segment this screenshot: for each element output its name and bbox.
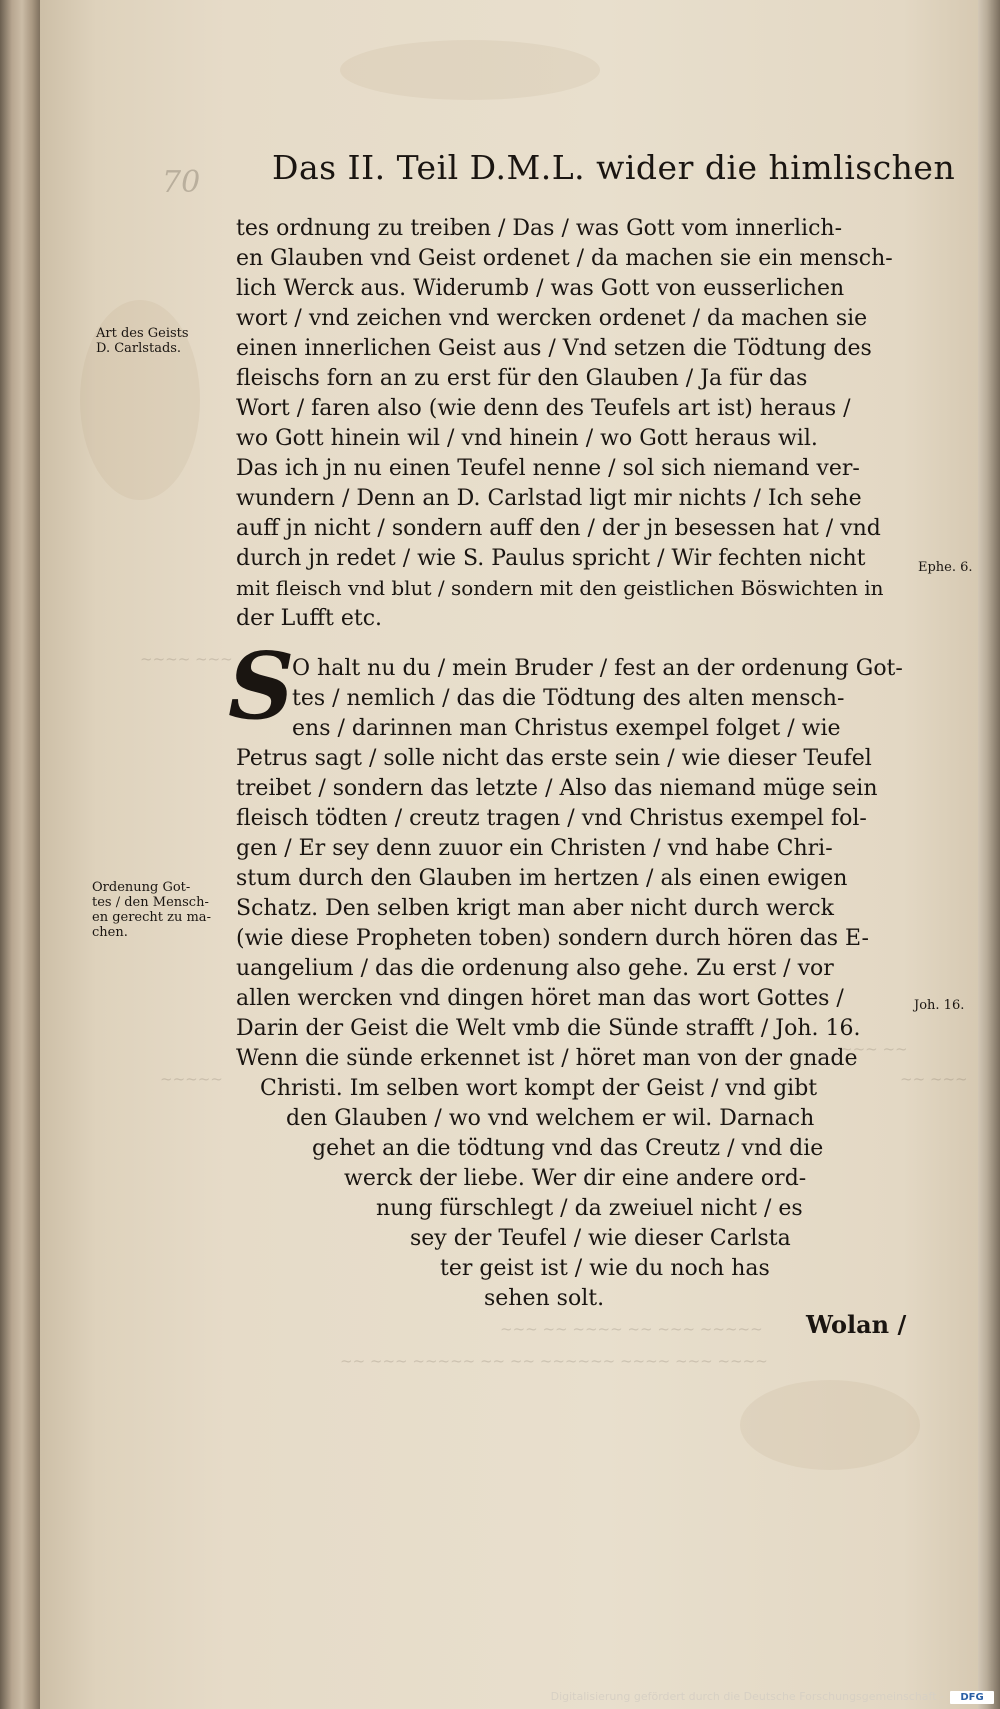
running-head: Das II. Teil D.M.L. wider die himlischen: [272, 148, 956, 187]
body-line: sehen solt.: [484, 1286, 605, 1311]
body-line: auff jn nicht / sondern auff den / der jn besessen hat / vnd: [236, 516, 881, 541]
body-line: sey der Teufel / wie dieser Carlsta: [410, 1226, 791, 1251]
digitization-credit: Digitalisierung gefördert durch die Deutsche Forschungsgemeinschaft -: [550, 1690, 944, 1703]
body-line: O halt nu du / mein Bruder / fest an der ordenung Got-: [292, 656, 903, 681]
body-line: en Glauben vnd Geist ordenet / da machen sie ein mensch-: [236, 246, 893, 271]
paper-stain: [740, 1380, 920, 1470]
body-line: Schatz. Den selben krigt man aber nicht durch werck: [236, 896, 834, 921]
body-line: Darin der Geist die Welt vmb die Sünde strafft / Joh. 16.: [236, 1016, 861, 1041]
body-line: (wie diese Propheten toben) sondern durch hören das E-: [236, 926, 869, 951]
body-line: Christi. Im selben wort kompt der Geist / vnd gibt: [260, 1076, 818, 1101]
body-line: der Lufft etc.: [236, 606, 383, 631]
bleed-through: ~~ ~~~: [900, 1070, 968, 1088]
body-line: Das ich jn nu einen Teufel nenne / sol sich niemand ver-: [236, 456, 860, 481]
bleed-through: ~~~~~: [160, 1070, 223, 1088]
body-line: wo Gott hinein wil / vnd hinein / wo Gott heraus wil.: [236, 426, 818, 451]
body-line: treibet / sondern das letzte / Also das niemand müge sein: [236, 776, 878, 801]
folio-number: 70: [162, 165, 201, 200]
bleed-through: ~~~~ ~~~: [140, 650, 233, 668]
body-line: ens / darinnen man Christus exempel folget / wie: [292, 716, 841, 741]
margin-note-line: en gerecht zu ma-: [92, 910, 211, 925]
body-line: Petrus sagt / solle nicht das erste sein / wie dieser Teufel: [236, 746, 872, 771]
book-spine: [0, 0, 40, 1709]
margin-note-line: D. Carlstads.: [96, 341, 182, 356]
margin-note-line: tes / den Mensch-: [92, 895, 209, 910]
body-line: Wort / faren also (wie denn des Teufels art ist) heraus /: [236, 396, 851, 421]
body-line: tes ordnung zu treiben / Das / was Gott vom innerlich-: [236, 216, 843, 241]
dfg-logo: DFG: [950, 1691, 994, 1704]
body-line: einen innerlichen Geist aus / Vnd setzen die Tödtung des: [236, 336, 872, 361]
margin-note-ordenung: [92, 880, 211, 940]
body-line: wundern / Denn an D. Carlstad ligt mir nichts / Ich sehe: [236, 486, 862, 511]
body-line: uangelium / das die ordenung also gehe. Zu erst / vor: [236, 956, 834, 981]
margin-note-art-des-geists: [96, 326, 189, 356]
margin-note-line: Ordenung Got-: [92, 880, 191, 895]
body-line: stum durch den Glauben im hertzen / als einen ewigen: [236, 866, 848, 891]
body-line: mit fleisch vnd blut / sondern mit den geistlichen Böswichten in: [236, 576, 884, 600]
catchword: Wolan /: [806, 1310, 907, 1339]
margin-note-ephe: Ephe. 6.: [918, 560, 973, 575]
body-line: fleischs forn an zu erst für den Glauben / Ja für das: [236, 366, 808, 391]
drop-cap: S: [228, 632, 295, 740]
body-line: den Glauben / wo vnd welchem er wil. Darnach: [286, 1106, 815, 1131]
bleed-through: ~~~ ~~ ~~~~ ~~ ~~~ ~~~~~: [500, 1320, 763, 1338]
paper-stain: [340, 40, 600, 100]
body-line: tes / nemlich / das die Tödtung des alten mensch-: [292, 686, 845, 711]
margin-note-line: Art des Geists: [96, 326, 189, 341]
page-edge: [978, 0, 1000, 1709]
body-line: allen wercken vnd dingen höret man das wort Gottes /: [236, 986, 844, 1011]
body-line: ter geist ist / wie du noch has: [440, 1256, 770, 1281]
bleed-through: ~~ ~~~ ~~~~~ ~~ ~~ ~~~~~~ ~~~~ ~~~ ~~~~: [340, 1352, 768, 1370]
body-line: gehet an die tödtung vnd das Creutz / vnd die: [312, 1136, 824, 1161]
body-line: gen / Er sey denn zuuor ein Christen / vnd habe Chri-: [236, 836, 833, 861]
body-line: nung fürschlegt / da zweiuel nicht / es: [376, 1196, 803, 1221]
margin-note-joh: Joh. 16.: [914, 998, 965, 1013]
body-line: lich Werck aus. Widerumb / was Gott von eusserlichen: [236, 276, 845, 301]
body-line: durch jn redet / wie S. Paulus spricht / Wir fechten nicht: [236, 546, 866, 571]
margin-note-line: chen.: [92, 925, 128, 940]
bleed-through: ~~~ ~~: [840, 1040, 908, 1058]
body-line: wort / vnd zeichen vnd wercken ordenet / da machen sie: [236, 306, 868, 331]
body-line: werck der liebe. Wer dir eine andere ord-: [344, 1166, 807, 1191]
body-line: Wenn die sünde erkennet ist / höret man von der gnade: [236, 1046, 858, 1071]
body-line: fleisch tödten / creutz tragen / vnd Christus exempel fol-: [236, 806, 867, 831]
